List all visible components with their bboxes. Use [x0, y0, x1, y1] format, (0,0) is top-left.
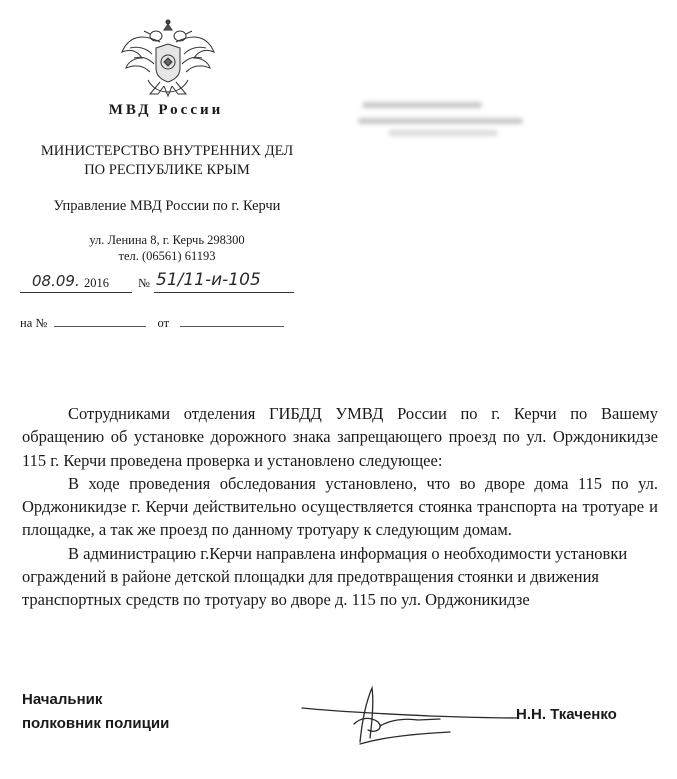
department-name: Управление МВД России по г. Керчи [53, 198, 281, 214]
handwritten-signature [300, 672, 525, 752]
signatory-position: Начальник [22, 691, 103, 708]
body-paragraph-2: В ходе проведения обследования установлено, что во дворе дома 115 по ул. Орджоникидзе г. Керчи действительно осуществляется стоянка транспорта на тротуаре и площадке, а так же проезд по данному тротуару к следующим домам. [22, 473, 658, 540]
org-short-name: МВД России [108, 102, 224, 118]
body-paragraph-1: Сотрудниками отделения ГИБДД УМВД России по г. Керчи по Вашему обращению об установке дорожного знака запрещающего проезд по ул. Орждоникидзе 115 г. Керчи проведена проверка и установлено следующее: [22, 404, 658, 470]
outgoing-date-field [20, 270, 132, 293]
reference-date-line [180, 326, 284, 327]
letter-body [22, 402, 658, 612]
department-address [8, 232, 326, 264]
outgoing-number-handwritten: 51/11-и-105 [156, 270, 261, 290]
reference-from-label: от [157, 316, 170, 330]
signatory-name: Н.Н. Ткаченко [516, 706, 617, 723]
body-paragraph-3: В администрацию г.Керчи направлена информация о необходимости установки ограждений в районе детской площадки для предотвращения стоянки и движения транспортных средств по тротуару во дворе д. 115 по ул. Орджоникидзе [22, 543, 628, 610]
signatory-title [22, 688, 169, 736]
outgoing-date-year: 2016 [84, 276, 109, 290]
mvd-eagle-emblem-icon [120, 18, 216, 102]
ministry-line-2: ПО РЕСПУБЛИКЕ КРЫМ [84, 162, 250, 178]
signatory-rank: полковник полиции [22, 715, 170, 732]
outgoing-date-number [20, 270, 290, 296]
number-sign: № [138, 276, 150, 290]
address-phone: тел. (06561) 61193 [118, 249, 216, 263]
reference-number-line [54, 326, 146, 327]
outgoing-number-field [154, 270, 294, 293]
ministry-line-1: МИНИСТЕРСТВО ВНУТРЕННИХ ДЕЛ [40, 143, 294, 159]
reference-row [20, 316, 284, 331]
ministry-name [8, 142, 326, 180]
outgoing-date-handwritten: 08.09. [32, 272, 80, 290]
redacted-addressee [358, 96, 558, 142]
reference-prefix: на № [20, 316, 48, 330]
address-street: ул. Ленина 8, г. Керчь 298300 [89, 233, 245, 247]
